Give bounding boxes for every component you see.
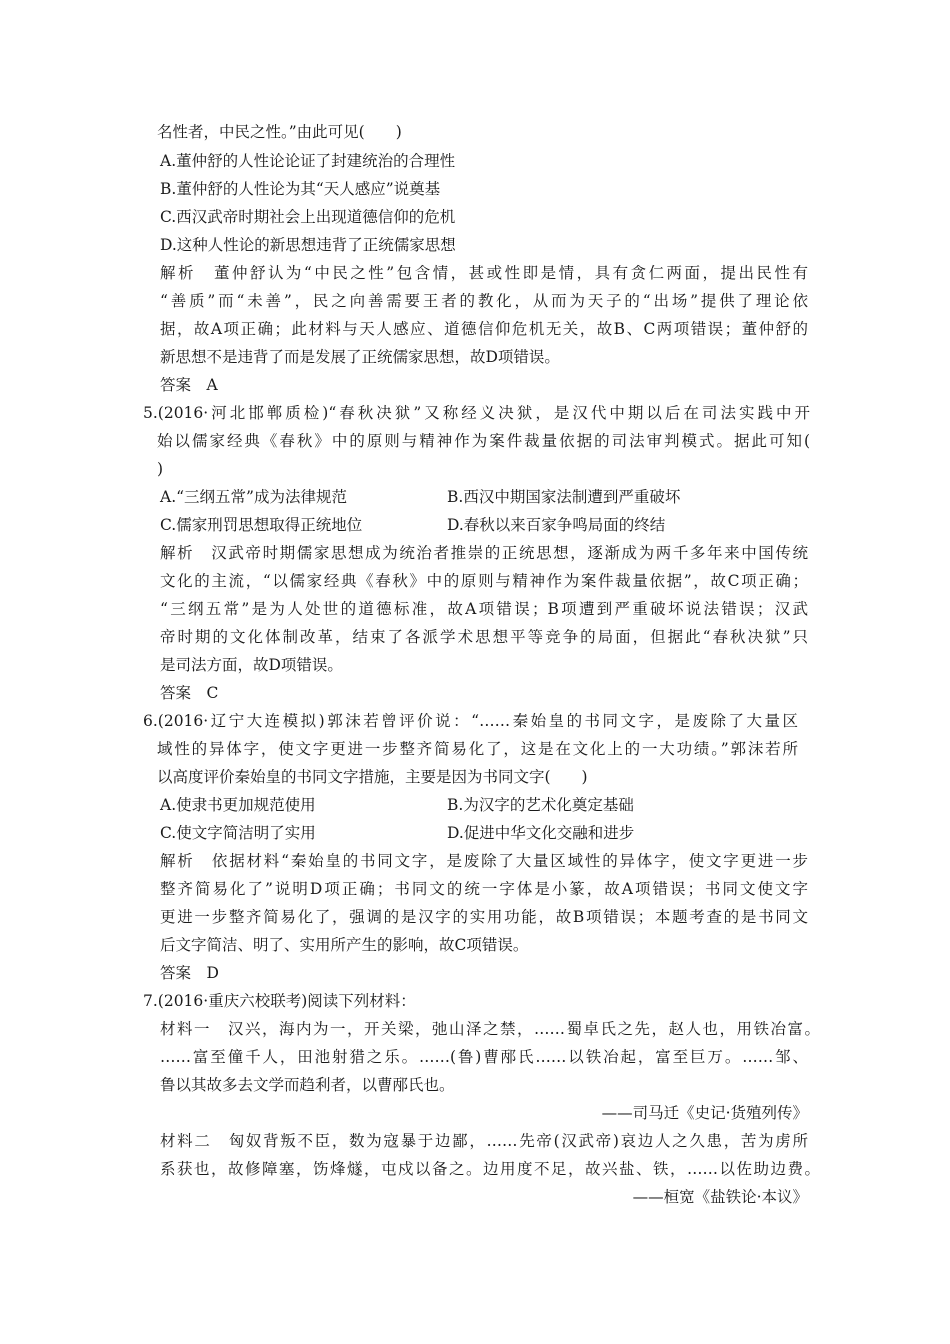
q5-option-d: D.春秋以来百家争鸣局面的终结: [447, 516, 666, 534]
q6-analysis-line: 整齐简易化了”说明D项正确；书同文的统一字体是小篆，故A项错误；书同文使文字: [160, 880, 808, 898]
q6-stem-line: 域性的异体字，使文字更进一步整齐简易化了，这是在文化上的一大功绩。”郭沫若所: [157, 740, 798, 758]
q4-option-c: C.西汉武帝时期社会上出现道德信仰的危机: [160, 208, 456, 226]
q6-analysis-line: 后文字简洁、明了、实用所产生的影响，故C项错误。: [160, 936, 529, 954]
q5-option-c: C.儒家刑罚思想取得正统地位: [160, 516, 363, 534]
q4-option-a: A.董仲舒的人性论论证了封建统治的合理性: [160, 152, 456, 170]
q5-stem-line: 始以儒家经典《春秋》中的原则与精神作为案件裁量依据的司法审判模式。据此可知(: [157, 432, 810, 450]
q5-analysis-line: 是司法方面，故D项错误。: [160, 656, 343, 674]
q6-option-b: B.为汉字的艺术化奠定基础: [447, 796, 634, 814]
q4-analysis-line: 解析 董仲舒认为“中民之性”包含情，甚或性即是情，具有贪仁两面，提出民性有: [160, 264, 808, 282]
q6-analysis-line: 解析 依据材料“秦始皇的书同文字，是废除了大量区域性的异体字，使文字更进一步: [160, 852, 808, 870]
q5-analysis-line: “三纲五常”是为人处世的道德标准，故A项错误；B项遭到严重破坏说法错误；汉武: [160, 600, 808, 618]
q7-material1-line: 材料一 汉兴，海内为一，开关梁，弛山泽之禁，……蜀卓氏之先，赵人也，用铁冶富。: [160, 1020, 820, 1038]
q4-option-d: D.这种人性论的新思想违背了正统儒家思想: [160, 236, 456, 254]
q7-material2-line: 材料二 匈奴背叛不臣，数为寇暴于边鄙，……先帝(汉武帝)哀边人之久患，苦为虏所: [160, 1132, 808, 1150]
q4-analysis-line: 据，故A项正确；此材料与天人感应、道德信仰危机无关，故B、C两项错误；董仲舒的: [160, 320, 808, 338]
q6-answer: 答案 D: [160, 964, 219, 982]
q5-analysis-line: 帝时期的文化体制改革，结束了各派学术思想平等竞争的局面，但据此“春秋决狱”只: [160, 628, 808, 646]
q5-stem-line: 5.(2016·河北邯郸质检)“春秋决狱”又称经义决狱，是汉代中期以后在司法实践中开: [143, 404, 810, 422]
q7-source2: ——桓宽《盐铁论·本议》: [632, 1188, 808, 1206]
q7-stem: 7.(2016·重庆六校联考)阅读下列材料：: [143, 992, 416, 1010]
q4-stem-tail: 名性者，中民之性。”由此可见( ): [157, 123, 402, 141]
q5-option-a: A.“三纲五常”成为法律规范: [160, 488, 347, 506]
q6-option-c: C.使文字简洁明了实用: [160, 824, 316, 842]
q4-option-b: B.董仲舒的人性论为其“天人感应”说奠基: [160, 180, 441, 198]
q7-material1-line: 鲁以其故多去文学而趋利者，以曹邴氏也。: [160, 1076, 455, 1094]
q6-option-d: D.促进中华文化交融和进步: [447, 824, 635, 842]
q7-material1-line: ……富至僮千人，田池射猎之乐。……(鲁)曹邴氏……以铁冶起，富至巨万。……邹、: [160, 1048, 808, 1066]
q5-answer: 答案 C: [160, 684, 219, 702]
q5-option-b: B.西汉中期国家法制遭到严重破坏: [447, 488, 681, 506]
q6-stem-line: 6.(2016·辽宁大连模拟)郭沫若曾评价说：“……秦始皇的书同文字，是废除了大量区: [143, 712, 798, 730]
q5-stem-line: ): [157, 460, 164, 478]
q7-source1: ——司马迁《史记·货殖列传》: [601, 1104, 808, 1122]
q4-analysis-line: 新思想不是违背了而是发展了正统儒家思想，故D项错误。: [160, 348, 560, 366]
q6-stem-line: 以高度评价秦始皇的书同文字措施，主要是因为书同文字( ): [157, 768, 588, 786]
q7-material2-line: 系获也，故修障塞，饬烽燧，屯戍以备之。边用度不足，故兴盐、铁，……以佐助边费。: [160, 1160, 820, 1178]
q6-option-a: A.使隶书更加规范使用: [160, 796, 316, 814]
q5-analysis-line: 解析 汉武帝时期儒家思想成为统治者推崇的正统思想，逐渐成为两千多年来中国传统: [160, 544, 808, 562]
q6-analysis-line: 更进一步整齐简易化了，强调的是汉字的实用功能，故B项错误；本题考查的是书同文: [160, 908, 808, 926]
q5-analysis-line: 文化的主流，“以儒家经典《春秋》中的原则与精神作为案件裁量依据”，故C项正确；: [160, 572, 808, 590]
q4-answer: 答案 A: [160, 376, 218, 394]
q4-analysis-line: “善质”而“未善”，民之向善需要王者的教化，从而为天子的“出场”提供了理论依: [160, 292, 808, 310]
